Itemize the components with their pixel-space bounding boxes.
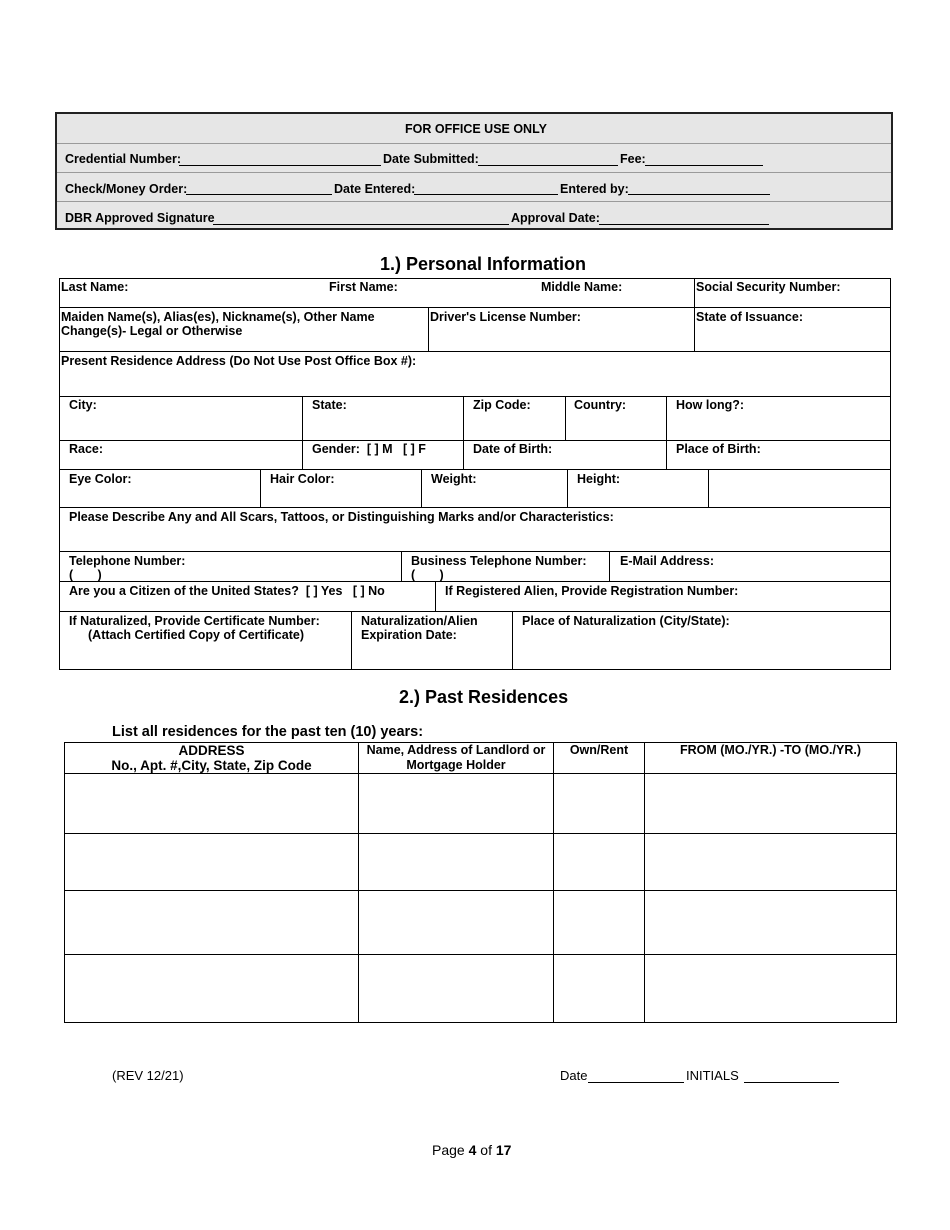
col-own-rent-header-line1: Own/Rent (569, 743, 629, 757)
fee-label: Fee: (620, 152, 646, 166)
initials-label: INITIALS (686, 1068, 739, 1083)
nat-place-label: Place of Naturalization (City/State): (522, 614, 730, 628)
col-landlord-header (359, 743, 554, 774)
telephone-area-code-field[interactable]: ( ) (69, 568, 102, 582)
address-cell[interactable] (65, 891, 359, 955)
hair-color-label: Hair Color: (270, 472, 335, 486)
first-name-label: First Name: (329, 280, 398, 294)
place-of-birth-label: Place of Birth: (676, 442, 761, 456)
landlord-cell[interactable] (359, 834, 554, 891)
table-row (65, 955, 897, 1023)
col-from-to-header (645, 743, 897, 774)
divider (57, 172, 891, 173)
maiden-name-label-line2: Change(s)- Legal or Otherwise (61, 324, 243, 338)
date-field[interactable] (588, 1082, 684, 1083)
table-header-row (65, 743, 897, 774)
page-prefix: Page (432, 1142, 469, 1158)
nat-expiration-label-line2: Expiration Date: (361, 628, 457, 642)
date-label: Date (560, 1068, 588, 1083)
own-rent-cell[interactable] (554, 955, 645, 1023)
email-label: E-Mail Address: (620, 554, 715, 568)
past-residences-heading: 2.) Past Residences (399, 687, 569, 707)
address-cell[interactable] (65, 834, 359, 891)
dbr-signature-field[interactable] (213, 224, 509, 225)
country-label: Country: (574, 398, 627, 412)
page-of: of (476, 1142, 496, 1158)
middle-name-label: Middle Name: (541, 280, 623, 294)
date-entered-label: Date Entered: (334, 182, 416, 196)
state-label: State: (312, 398, 347, 412)
personal-info-heading: 1.) Personal Information (380, 254, 587, 274)
initials-field[interactable] (744, 1082, 839, 1083)
divider (57, 201, 891, 202)
date-entered-field[interactable] (414, 194, 558, 195)
landlord-cell[interactable] (359, 955, 554, 1023)
credential-number-field[interactable] (179, 165, 381, 166)
business-phone-label: Business Telephone Number: (411, 554, 587, 568)
present-address-label: Present Residence Address (Do Not Use Post Office Box #): (61, 354, 417, 368)
gender-checkboxes[interactable]: Gender: [ ] M [ ] F (312, 442, 426, 456)
state-of-issuance-label: State of Issuance: (696, 310, 803, 324)
race-label: Race: (69, 442, 104, 456)
check-money-order-label: Check/Money Order: (65, 182, 188, 196)
city-label: City: (69, 398, 97, 412)
check-money-order-field[interactable] (186, 194, 332, 195)
from-to-cell[interactable] (645, 955, 897, 1023)
business-phone-area-code-field[interactable]: ( ) (411, 568, 444, 582)
height-label: Height: (577, 472, 621, 486)
scars-tattoos-label: Please Describe Any and All Scars, Tattoos, or Distinguishing Marks and/or Characteristics: (69, 510, 614, 524)
drivers-license-label: Driver's License Number: (430, 310, 581, 324)
page-number (432, 1142, 511, 1158)
divider (57, 143, 891, 144)
from-to-cell[interactable] (645, 891, 897, 955)
page-current: 4 (468, 1142, 477, 1158)
alien-registration-label: If Registered Alien, Provide Registration Number: (445, 584, 739, 598)
naturalized-cert-label-line2: (Attach Certified Copy of Certificate) (88, 628, 304, 642)
entered-by-label: Entered by: (560, 182, 629, 196)
revision-label: (REV 12/21) (112, 1068, 184, 1083)
col-landlord-header-line1: Name, Address of Landlord or (366, 743, 546, 757)
address-cell[interactable] (65, 774, 359, 834)
own-rent-cell[interactable] (554, 834, 645, 891)
landlord-cell[interactable] (359, 774, 554, 834)
zip-code-label: Zip Code: (473, 398, 531, 412)
table-row (65, 891, 897, 955)
dbr-signature-label: DBR Approved Signature (65, 211, 215, 225)
entered-by-field[interactable] (628, 194, 770, 195)
own-rent-cell[interactable] (554, 774, 645, 834)
from-to-cell[interactable] (645, 774, 897, 834)
col-from-to-header-line1: FROM (MO./YR.) -TO (MO./YR.) (680, 743, 861, 757)
landlord-cell[interactable] (359, 891, 554, 955)
col-landlord-header-line2: Mortgage Holder (406, 758, 506, 772)
office-use-title: FOR OFFICE USE ONLY (405, 122, 547, 136)
weight-label: Weight: (431, 472, 477, 486)
dob-label: Date of Birth: (473, 442, 553, 456)
col-own-rent-header (554, 743, 645, 774)
citizen-question[interactable]: Are you a Citizen of the United States? [ ] Yes [ ] No (69, 584, 385, 598)
page-total: 17 (495, 1142, 512, 1158)
eye-color-label: Eye Color: (69, 472, 132, 486)
residences-instruction: List all residences for the past ten (10) years: (112, 724, 424, 740)
date-submitted-label: Date Submitted: (383, 152, 479, 166)
maiden-name-label-line1: Maiden Name(s), Alias(es), Nickname(s), Other Name (61, 310, 375, 324)
approval-date-field[interactable] (599, 224, 769, 225)
col-address-header-line1: ADDRESS (178, 743, 245, 758)
own-rent-cell[interactable] (554, 891, 645, 955)
how-long-label: How long?: (676, 398, 745, 412)
col-address-header-line2: No., Apt. #,City, State, Zip Code (111, 758, 312, 773)
nat-expiration-label-line1: Naturalization/Alien (361, 614, 478, 628)
table-row (65, 834, 897, 891)
fee-field[interactable] (645, 165, 763, 166)
date-submitted-field[interactable] (478, 165, 618, 166)
telephone-label: Telephone Number: (69, 554, 186, 568)
residences-table (64, 742, 897, 1023)
naturalized-cert-label-line1: If Naturalized, Provide Certificate Number: (69, 614, 320, 628)
table-row (65, 774, 897, 834)
last-name-label: Last Name: (61, 280, 129, 294)
address-cell[interactable] (65, 955, 359, 1023)
approval-date-label: Approval Date: (511, 211, 600, 225)
ssn-label: Social Security Number: (696, 280, 841, 294)
from-to-cell[interactable] (645, 834, 897, 891)
col-address-header (65, 743, 359, 774)
credential-number-label: Credential Number: (65, 152, 181, 166)
